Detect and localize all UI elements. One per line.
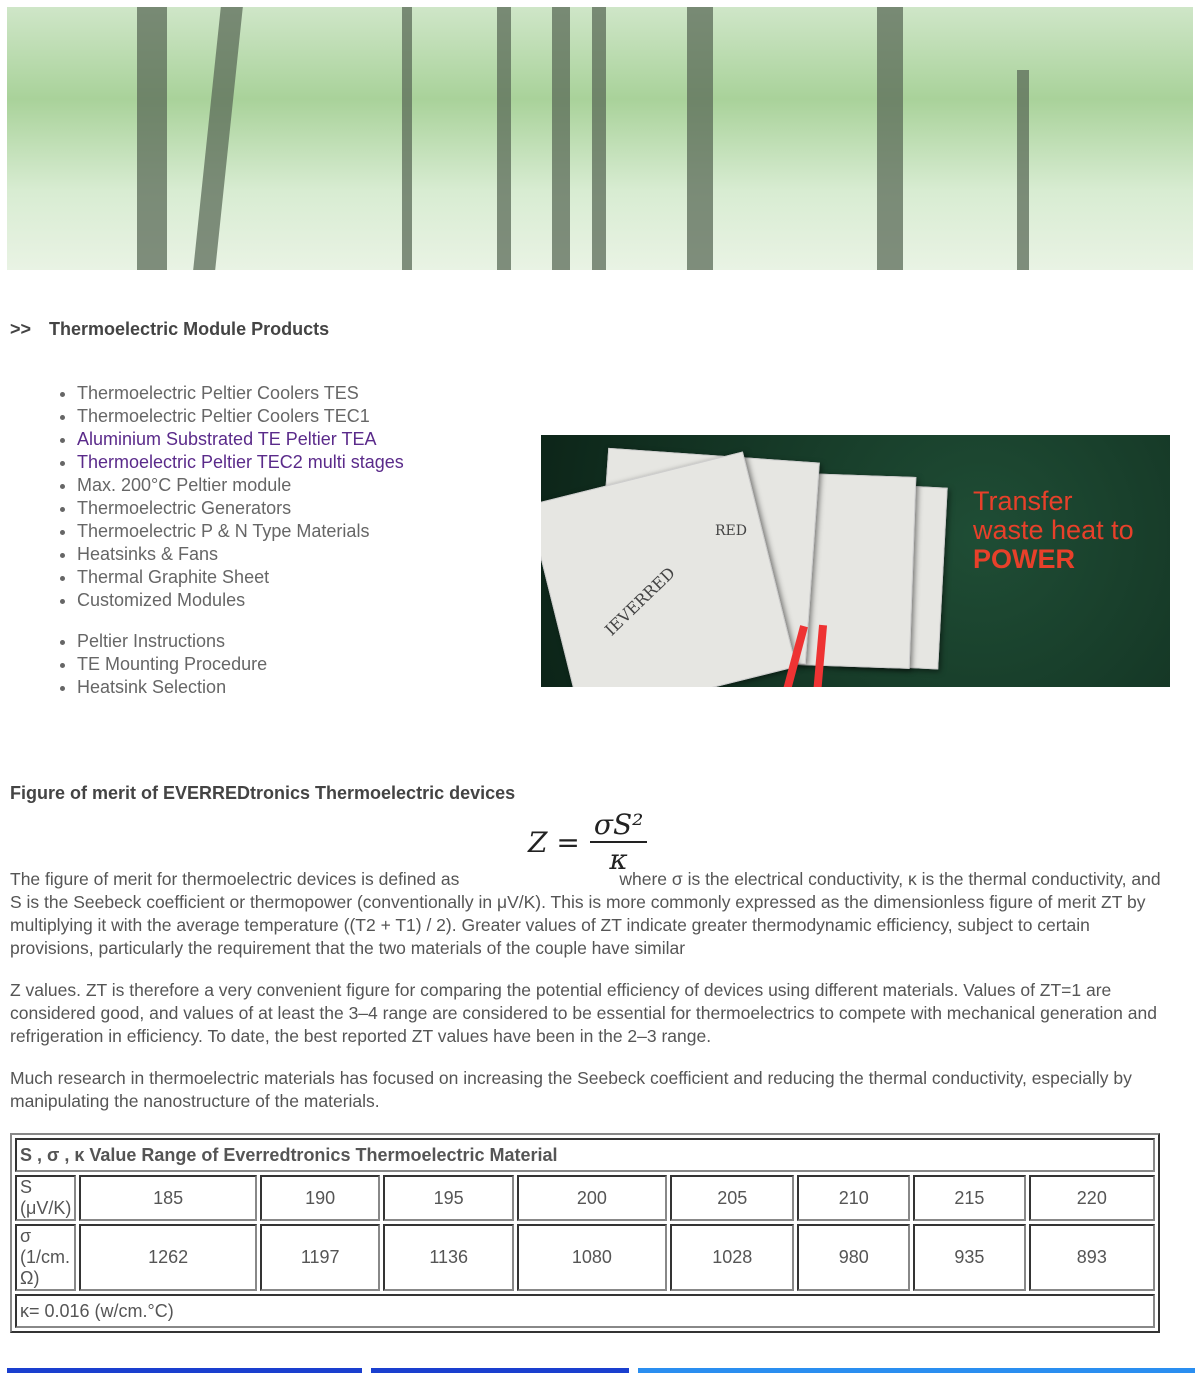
- promo-line: POWER: [973, 544, 1076, 574]
- heading-text: Thermoelectric Module Products: [49, 319, 330, 339]
- product-link[interactable]: Heatsinks & Fans: [77, 544, 219, 564]
- material-value-table: [10, 1133, 1160, 1333]
- table-title: S , σ , κ Value Range of Everredtronics Thermoelectric Material: [15, 1138, 1155, 1172]
- table-cell: 1136: [383, 1224, 513, 1291]
- table-row: [15, 1175, 1155, 1221]
- table-cell: 935: [913, 1224, 1026, 1291]
- promo-line: Transfer: [973, 486, 1073, 516]
- p1-rest: where σ is the electrical conductivity, κ is the thermal conductivity, and S is the Seebeck coefficient or thermopower (conventionally in μV/K). This is more commonly expressed as the dimensionless figure of merit ZT by multiplying it with the average temperature ((T2 + T1) / 2). Greater values of ZT indicate greater thermodynamic efficiency, subject to certain provisions, particularly the requirement that the two materials of the couple have similar: [10, 869, 1161, 958]
- product-list-item: [77, 566, 404, 589]
- table-cell: 205: [670, 1175, 795, 1221]
- product-list-item: [77, 451, 404, 474]
- footer-bar: [371, 1368, 629, 1373]
- table-cell: 200: [517, 1175, 667, 1221]
- guide-link[interactable]: Heatsink Selection: [77, 677, 227, 697]
- guide-list-item: [77, 630, 267, 653]
- product-link[interactable]: Thermoelectric Peltier TEC2 multi stages: [77, 452, 404, 472]
- row-label: σ (1/cm. Ω): [15, 1224, 76, 1291]
- guide-list-item: [77, 676, 267, 699]
- promo-text: [973, 487, 1134, 574]
- paragraph-1: [10, 868, 1170, 960]
- figure-of-merit-formula: [528, 808, 647, 876]
- footer-bar: [638, 1368, 1195, 1373]
- table-cell: 185: [79, 1175, 257, 1221]
- section-title: Figure of merit of EVERREDtronics Thermoelectric devices: [10, 783, 516, 803]
- paragraph-2: Z values. ZT is therefore a very convenient figure for comparing the potential efficiency of devices using different materials. Values of ZT=1 are considered good, and values of at least the 3–4 range are considered to be essential for thermoelectrics to compete with mechanical generation and refrigeration in efficiency. To date, the best reported ZT values have been in the 2–3 range.: [10, 980, 1157, 1046]
- table-cell: 893: [1029, 1224, 1155, 1291]
- product-link[interactable]: Aluminium Substrated TE Peltier TEA: [77, 429, 377, 449]
- product-link[interactable]: Thermoelectric Peltier Coolers TEC1: [77, 406, 370, 426]
- promo-image[interactable]: [541, 435, 1170, 687]
- product-link[interactable]: Thermal Graphite Sheet: [77, 567, 270, 587]
- table-cell: 220: [1029, 1175, 1155, 1221]
- footer-bar: [7, 1368, 362, 1373]
- guide-list-item: [77, 653, 267, 676]
- card-brand: IEVERRED: [601, 563, 679, 640]
- table-cell: 1197: [260, 1224, 381, 1291]
- product-list-item: [77, 589, 404, 612]
- table-cell: 195: [383, 1175, 513, 1221]
- row-label: S (μV/K): [15, 1175, 76, 1221]
- guide-list: [55, 630, 267, 699]
- p1-start: The figure of merit for thermoelectric devices is defined as: [10, 869, 460, 889]
- product-list: [55, 382, 404, 612]
- table-cell: 215: [913, 1175, 1026, 1221]
- table-cell: 980: [797, 1224, 910, 1291]
- product-list-item: [77, 474, 404, 497]
- product-list-item: [77, 497, 404, 520]
- formula-lhs: Z =: [528, 825, 580, 859]
- table-row: [15, 1224, 1155, 1291]
- paragraph-3: Much research in thermoelectric materials has focused on increasing the Seebeck coefficient and reducing the thermal conductivity, especially by manipulating the nanostructure of the materials.: [10, 1068, 1132, 1111]
- product-list-item: [77, 428, 404, 451]
- products-heading: [10, 319, 329, 340]
- arrow-icon: >>: [10, 319, 32, 339]
- product-list-item: [77, 520, 404, 543]
- kappa-value: κ= 0.016 (w/cm.°C): [15, 1294, 1155, 1328]
- product-link[interactable]: Thermoelectric Peltier Coolers TES: [77, 383, 359, 403]
- product-link[interactable]: Customized Modules: [77, 590, 246, 610]
- product-link[interactable]: Max. 200°C Peltier module: [77, 475, 292, 495]
- product-list-item: [77, 382, 404, 405]
- promo-line: waste heat to: [973, 515, 1134, 545]
- product-link[interactable]: Thermoelectric Generators: [77, 498, 292, 518]
- table-cell: 190: [260, 1175, 381, 1221]
- product-list-item: [77, 405, 404, 428]
- guide-link[interactable]: Peltier Instructions: [77, 631, 226, 651]
- table-cell: 1262: [79, 1224, 257, 1291]
- guide-link[interactable]: TE Mounting Procedure: [77, 654, 268, 674]
- table-cell: 1028: [670, 1224, 795, 1291]
- formula-denominator: κ: [609, 843, 628, 876]
- product-list-item: [77, 543, 404, 566]
- formula-numerator: σS²: [590, 808, 648, 843]
- table-cell: 210: [797, 1175, 910, 1221]
- table-cell: 1080: [517, 1224, 667, 1291]
- forest-banner-image: [7, 7, 1193, 270]
- card-brand: RED: [715, 523, 747, 539]
- product-link[interactable]: Thermoelectric P & N Type Materials: [77, 521, 370, 541]
